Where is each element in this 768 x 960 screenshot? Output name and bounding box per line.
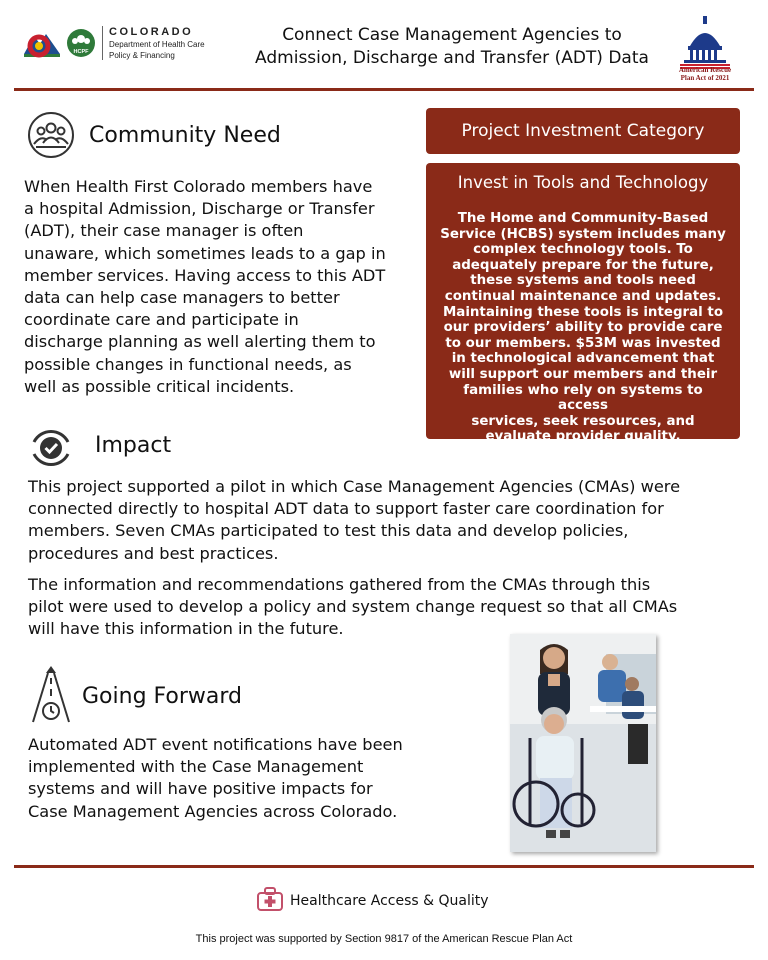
investment-line: these systems and tools need <box>470 273 696 289</box>
going-forward-line: Automated ADT event notifications have been <box>28 735 403 754</box>
investment-line: in technological advancement that <box>451 351 715 367</box>
wheelchair-care-photo <box>510 634 656 852</box>
impact-line: The information and recommendations gathered from the CMAs through this <box>28 575 651 594</box>
investment-line: evaluate provider quality. <box>485 429 681 445</box>
investment-line: adequately prepare for the future, <box>452 257 714 273</box>
footer-category: Healthcare Access & Quality <box>290 893 489 909</box>
page-header <box>0 0 768 88</box>
investment-line: continual maintenance and updates. <box>444 288 722 304</box>
header-divider <box>14 88 754 91</box>
going-forward-title: Going Forward <box>82 684 242 709</box>
medical-kit-icon <box>256 886 284 912</box>
seal-text: HCPF <box>73 49 89 55</box>
investment-line: Maintaining these tools is integral to <box>442 304 724 320</box>
community-need-line: coordinate care and participate in <box>24 310 299 330</box>
arpa-caption <box>664 66 746 82</box>
investment-category-label: Project Investment Category <box>426 108 740 154</box>
logo-text <box>109 26 205 60</box>
impact-title: Impact <box>95 433 172 458</box>
investment-line: our providers’ ability to provide care <box>443 320 723 336</box>
community-need-text <box>24 176 414 398</box>
hcpf-logo <box>22 26 205 60</box>
community-need-line: a hospital Admission, Discharge or Transfer <box>24 199 375 219</box>
community-need-title: Community Need <box>89 123 281 148</box>
going-forward-text <box>28 734 448 823</box>
impact-paragraph-2 <box>28 574 748 641</box>
community-need-line: possible changes in functional needs, as <box>24 354 352 374</box>
colorado-flag-logo-icon <box>22 26 62 60</box>
investment-line: complex technology tools. To <box>473 242 693 258</box>
community-need-line: member services. Having access to this ADT <box>24 265 386 285</box>
investment-line: services, seek resources, and <box>471 413 695 429</box>
impact-line: members. Seven CMAs participated to test this data and develop policies, <box>28 521 629 541</box>
arpa-caption-line-2: Plan Act of 2021 <box>680 74 730 82</box>
hcpf-seal-icon <box>66 28 96 58</box>
investment-line: will support our members and their <box>448 366 718 382</box>
logo-dept-line2: Policy & Financing <box>109 51 175 60</box>
investment-box-body <box>436 211 730 445</box>
logo-dept-line1: Department of Health Care <box>109 40 205 49</box>
impact-line: connected directly to hospital ADT data to support faster care coordination for <box>28 499 664 519</box>
investment-line: The Home and Community-Based <box>457 211 709 226</box>
target-check-icon <box>26 424 76 472</box>
logo-state: COLORADO <box>109 26 194 38</box>
community-need-line: (ADT), their case manager is often <box>24 221 304 241</box>
footnote: This project was supported by Section 9817 of the American Rescue Plan Act <box>195 933 573 945</box>
footer-divider <box>14 865 754 868</box>
community-need-line: well as possible critical incidents. <box>24 376 295 396</box>
investment-line: to our members. $53M was invested <box>445 335 721 351</box>
investment-line: Service (HCBS) system includes many <box>440 226 726 242</box>
investment-box-title: Invest in Tools and Technology <box>457 173 709 192</box>
impact-paragraph-1 <box>28 476 748 565</box>
going-forward-line: systems and will have positive impacts for <box>28 779 373 799</box>
investment-box <box>426 163 740 445</box>
people-group-icon <box>26 110 76 160</box>
logo-divider <box>102 26 103 60</box>
impact-line: This project supported a pilot in which Case Management Agencies (CMAs) were <box>28 477 681 496</box>
impact-line: procedures and best practices. <box>28 543 279 563</box>
arpa-caption-line-1: American Rescue <box>678 66 732 74</box>
community-need-line: data can help case managers to better <box>24 288 340 308</box>
investment-line: families who rely on systems to access <box>463 382 703 414</box>
community-need-line: discharge planning as well alerting them to <box>24 332 376 352</box>
title-line-1: Connect Case Management Agencies to <box>282 25 622 45</box>
title-line-2: Admission, Discharge and Transfer (ADT) Data <box>255 48 649 68</box>
road-forward-icon <box>30 664 72 726</box>
impact-line: will have this information in the future. <box>28 619 344 639</box>
going-forward-line: Case Management Agencies across Colorado. <box>28 801 398 821</box>
impact-line: pilot were used to develop a policy and system change request so that all CMAs <box>28 597 678 617</box>
going-forward-line: implemented with the Case Management <box>28 757 364 777</box>
page-title <box>232 24 672 70</box>
community-need-line: When Health First Colorado members have <box>24 177 373 196</box>
community-need-line: unaware, which sometimes leads to a gap in <box>24 243 386 263</box>
